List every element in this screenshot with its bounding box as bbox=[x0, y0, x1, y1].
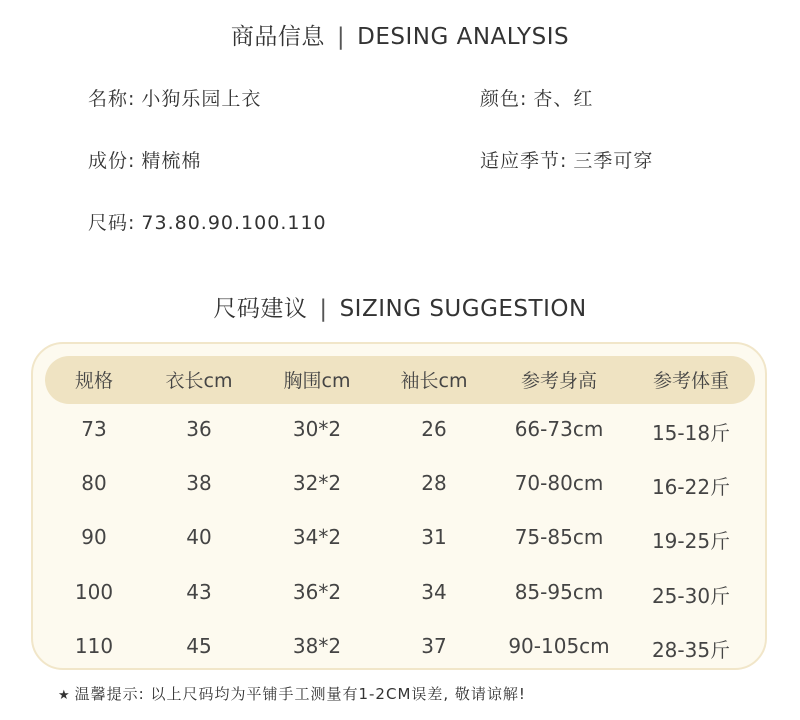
table-cell-length: 40 bbox=[186, 525, 212, 549]
info-name-value: 小狗乐园上衣 bbox=[141, 88, 262, 110]
table-cell-weight: 28-35斤 bbox=[651, 638, 731, 662]
section-title-cn: 尺码建议 bbox=[213, 296, 308, 322]
star-icon: ★ bbox=[58, 688, 71, 703]
info-material-value: 精梳棉 bbox=[141, 150, 202, 172]
section-title-cn: 商品信息 bbox=[230, 24, 325, 50]
size-table bbox=[31, 342, 767, 670]
table-cell-sleeve: 37 bbox=[421, 634, 447, 658]
table-cell-height: 75-85cm bbox=[514, 525, 604, 549]
section-title-en: DESING ANALYSIS bbox=[357, 24, 570, 50]
table-cell-chest: 34*2 bbox=[292, 525, 342, 549]
info-color-label: 颜色: bbox=[480, 88, 528, 110]
table-header-size: 规格 bbox=[74, 370, 113, 392]
table-cell-chest: 36*2 bbox=[292, 580, 342, 604]
info-name-label: 名称: bbox=[88, 88, 136, 110]
info-name bbox=[88, 84, 261, 111]
section-title-separator: | bbox=[319, 296, 328, 322]
info-season-label: 适应季节: bbox=[480, 150, 568, 172]
table-cell-sleeve: 28 bbox=[421, 471, 447, 495]
table-header-height: 参考身高 bbox=[520, 370, 597, 392]
warm-tip-text: 温馨提示: 以上尺码均为平铺手工测量有1-2CM误差, 敬请谅解! bbox=[74, 685, 526, 703]
table-cell-size: 80 bbox=[81, 471, 107, 495]
table-cell-weight: 19-25斤 bbox=[651, 529, 731, 553]
section-title-sizing bbox=[0, 290, 800, 323]
table-cell-sleeve: 31 bbox=[421, 525, 447, 549]
table-cell-length: 43 bbox=[186, 580, 212, 604]
info-size bbox=[88, 208, 327, 235]
table-header-sleeve: 袖长cm bbox=[400, 370, 468, 392]
info-size-label: 尺码: bbox=[88, 212, 136, 234]
info-color bbox=[480, 84, 593, 111]
info-material-label: 成份: bbox=[88, 150, 136, 172]
table-cell-chest: 32*2 bbox=[292, 471, 342, 495]
table-cell-weight: 15-18斤 bbox=[651, 421, 731, 445]
table-cell-height: 90-105cm bbox=[508, 634, 610, 658]
table-cell-size: 90 bbox=[81, 525, 107, 549]
table-cell-size: 73 bbox=[81, 417, 107, 441]
table-header-chest: 胸围cm bbox=[283, 370, 351, 392]
table-cell-sleeve: 34 bbox=[421, 580, 447, 604]
info-material bbox=[88, 146, 201, 173]
table-header-length: 衣长cm bbox=[165, 370, 233, 392]
info-color-value: 杏、红 bbox=[533, 88, 594, 110]
table-cell-size: 110 bbox=[74, 634, 114, 658]
table-cell-height: 85-95cm bbox=[514, 580, 604, 604]
table-cell-size: 100 bbox=[74, 580, 114, 604]
info-season bbox=[480, 146, 653, 173]
section-title-product-info bbox=[0, 18, 800, 51]
table-header-weight: 参考体重 bbox=[652, 370, 729, 392]
table-cell-height: 66-73cm bbox=[514, 417, 604, 441]
table-cell-length: 38 bbox=[186, 471, 212, 495]
table-cell-chest: 38*2 bbox=[292, 634, 342, 658]
table-cell-weight: 25-30斤 bbox=[651, 584, 731, 608]
table-cell-chest: 30*2 bbox=[292, 417, 342, 441]
section-title-separator: | bbox=[336, 24, 346, 50]
section-title-en: SIZING SUGGESTION bbox=[339, 296, 587, 322]
table-cell-height: 70-80cm bbox=[514, 471, 604, 495]
table-cell-length: 36 bbox=[186, 417, 212, 441]
info-size-value: 73.80.90.100.110 bbox=[141, 212, 327, 234]
warm-tip bbox=[58, 683, 526, 704]
info-season-value: 三季可穿 bbox=[573, 150, 654, 172]
table-cell-weight: 16-22斤 bbox=[651, 475, 731, 499]
table-cell-length: 45 bbox=[186, 634, 212, 658]
table-cell-sleeve: 26 bbox=[421, 417, 447, 441]
